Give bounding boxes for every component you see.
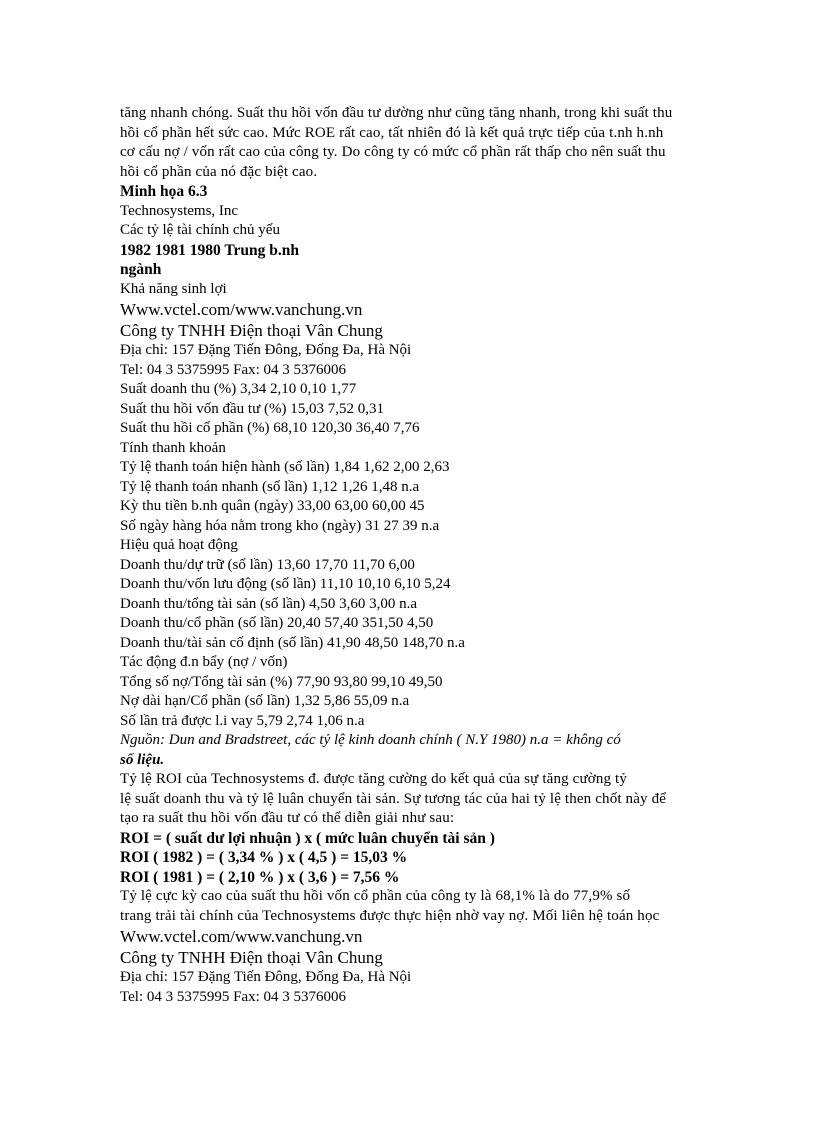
ratio-line: Doanh thu/dự trữ (số lần) 13,60 17,70 11,70 6,00 [120, 556, 415, 573]
ratio-line: Nợ dài hạn/Cổ phần (số lần) 1,32 5,86 55,09 n.a [120, 693, 410, 709]
body-line: Tỷ lệ ROI của Technosystems đ. được tăng cường do kết quả của sự tăng cường tỷ [120, 771, 627, 787]
header-contact: Tel: 04 3 5375995 Fax: 04 3 5376006 [120, 361, 347, 378]
source-note: Nguồn: Dun and Bradstreet, các tỷ lệ kinh doanh chính ( N.Y 1980) n.a = không có [120, 732, 621, 748]
intro-line: cơ cấu nợ / vốn rất cao của công ty. Do công ty có mức cổ phần rất thấp cho nên suất thu [120, 144, 666, 160]
header-website: Www.vctel.com/www.vanchung.vn [120, 300, 363, 319]
body-line: tạo ra suất thu hồi vốn đầu tư có thể diễn giải như sau: [120, 810, 455, 826]
ratio-line: Tỷ lệ thanh toán nhanh (số lần) 1,12 1,26 1,48 n.a [120, 478, 420, 495]
ratio-line: Doanh thu/tổng tài sản (số lần) 4,50 3,60 3,00 n.a [120, 595, 418, 612]
section-efficiency: Hiệu quả hoạt động [120, 537, 238, 553]
ratio-line: Kỳ thu tiền b.nh quân (ngày) 33,00 63,00 60,00 45 [120, 498, 425, 514]
exhibit-columns: 1982 1981 1980 Trung b.nh [120, 241, 300, 259]
ratio-line: Số lần trả được l.i vay 5,79 2,74 1,06 n.a [120, 712, 365, 729]
header-contact: Tel: 04 3 5375995 Fax: 04 3 5376006 [120, 988, 347, 1005]
header-company: Công ty TNHH Điện thoại Vân Chung [120, 321, 383, 340]
ratio-line: Suất thu hồi cổ phần (%) 68,10 120,30 36,40 7,76 [120, 420, 420, 436]
header-website: Www.vctel.com/www.vanchung.vn [120, 927, 363, 946]
exhibit-columns-cont: ngành [120, 261, 162, 278]
ratio-line: Suất doanh thu (%) 3,34 2,10 0,10 1,77 [120, 381, 357, 397]
header-address: Địa chỉ: 157 Đặng Tiến Đông, Đống Đa, Hà Nội [120, 342, 412, 358]
ratio-line: Doanh thu/vốn lưu động (số lần) 11,10 10,10 6,10 5,24 [120, 576, 451, 592]
page-content [120, 104, 710, 1007]
ratio-line: Tỷ lệ thanh toán hiện hành (số lần) 1,84 1,62 2,00 2,63 [120, 459, 450, 475]
body-line: trang trải tài chính của Technosystems được thực hiện nhờ vay nợ. Mối liên hệ toán học [120, 907, 660, 924]
exhibit-subtitle: Các tỷ lệ tài chính chủ yếu [120, 222, 280, 238]
intro-line: hồi cổ phần của nó đặc biệt cao. [120, 163, 318, 180]
section-liquidity: Tính thanh khoản [120, 439, 226, 456]
formula-line: ROI = ( suất dư lợi nhuận ) x ( mức luân chuyển tài sản ) [120, 829, 495, 847]
exhibit-company: Technosystems, Inc [120, 202, 239, 219]
section-leverage: Tác động đ.n bẩy (nợ / vốn) [120, 654, 288, 670]
intro-line: hồi cổ phần hết sức cao. Mức ROE rất cao, tất nhiên đó là kết quả trực tiếp của t.nh h.nh [120, 124, 664, 141]
intro-line: tăng nhanh chóng. Suất thu hồi vốn đầu tư dường như cũng tăng nhanh, trong khi suất thu [120, 105, 673, 121]
ratio-line: Suất thu hồi vốn đầu tư (%) 15,03 7,52 0,31 [120, 400, 384, 417]
ratio-line: Số ngày hàng hóa nằm trong kho (ngày) 31 27 39 n.a [120, 517, 440, 534]
source-note-cont: số liệu. [120, 751, 165, 768]
formula-line: ROI ( 1981 ) = ( 2,10 % ) x ( 3,6 ) = 7,56 % [120, 868, 400, 886]
body-line: Tỷ lệ cực kỳ cao của suất thu hồi vốn cổ phần của công ty là 68,1% là do 77,9% số [120, 888, 631, 904]
exhibit-heading: Minh họa 6.3 [120, 183, 208, 200]
ratio-line: Doanh thu/tài sản cố định (số lần) 41,90 48,50 148,70 n.a [120, 634, 465, 651]
header-company: Công ty TNHH Điện thoại Vân Chung [120, 948, 383, 967]
header-address: Địa chỉ: 157 Đặng Tiến Đông, Đống Đa, Hà Nội [120, 969, 412, 985]
ratio-line: Tổng số nợ/Tổng tài sản (%) 77,90 93,80 99,10 49,50 [120, 673, 443, 690]
ratio-line: Doanh thu/cổ phần (số lần) 20,40 57,40 351,50 4,50 [120, 615, 434, 631]
formula-line: ROI ( 1982 ) = ( 3,34 % ) x ( 4,5 ) = 15,03 % [120, 849, 408, 866]
body-line: lệ suất doanh thu và tỷ lệ luân chuyển tài sản. Sự tương tác của hai tỷ lệ then chốt này để [120, 790, 667, 807]
section-profitability: Khả năng sinh lợi [120, 280, 227, 297]
